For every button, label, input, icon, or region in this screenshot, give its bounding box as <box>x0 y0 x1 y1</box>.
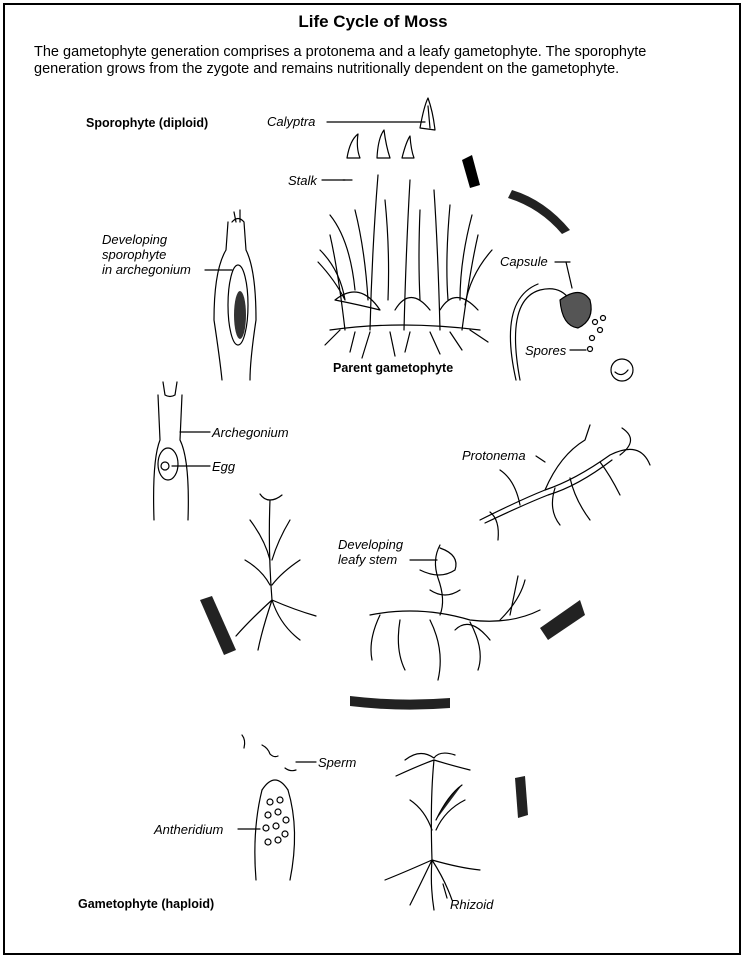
cycle-arrow-6 <box>515 776 528 818</box>
archegonium-label: Archegonium <box>212 425 289 440</box>
developing-leafy-line-2: leafy stem <box>338 552 398 567</box>
gametophyte-generation-label: Gametophyte (haploid) <box>78 897 215 911</box>
parent-gametophyte-drawing <box>318 175 492 358</box>
developing-leafy-line-1: Developing <box>338 537 404 552</box>
cycle-arrow-4 <box>350 696 450 710</box>
spores-label: Spores <box>525 343 567 358</box>
mature-gametophyte-drawing <box>385 753 480 910</box>
sperm-label: Sperm <box>318 755 357 770</box>
antheridium-label: Antheridium <box>154 822 224 837</box>
stalk-label: Stalk <box>288 173 317 188</box>
calyptra-label: Calyptra <box>267 114 316 129</box>
antheridium-drawing <box>242 735 296 880</box>
egg-label: Egg <box>212 459 236 474</box>
protonema-label: Protonema <box>462 448 526 463</box>
cycle-arrow-5 <box>200 596 236 655</box>
intro-text: The gametophyte generation comprises a protonema and a leafy gametophyte. The sporophyte generation grows from the zygote and remains nutritionally dependent on the gametophyte. <box>34 44 647 77</box>
cycle-arrow-2 <box>508 190 570 234</box>
developing-leafy-stem-label <box>338 537 403 567</box>
developing-sporophyte-label <box>102 232 191 277</box>
developing-sporophyte-line-2: sporophyte <box>102 247 167 262</box>
young-gametophyte-drawing <box>236 494 316 650</box>
protonema-drawing <box>480 425 650 540</box>
spores-dots <box>588 316 634 382</box>
archegonium-drawing <box>154 382 189 520</box>
sporophyte-generation-label: Sporophyte (diploid) <box>86 116 209 130</box>
diagram-title: Life Cycle of Moss <box>298 12 448 31</box>
capsule-drawing <box>510 262 591 380</box>
cycle-arrow-3 <box>540 600 585 640</box>
parent-gametophyte-label: Parent gametophyte <box>333 361 454 375</box>
developing-sporophyte-drawing <box>214 210 256 380</box>
calyptra-drawings <box>347 98 435 158</box>
developing-sporophyte-line-3: in archegonium <box>102 262 191 277</box>
developing-sporophyte-line-1: Developing <box>102 232 168 247</box>
rhizoid-label: Rhizoid <box>450 897 494 912</box>
capsule-label: Capsule <box>500 254 548 269</box>
cycle-arrow-1 <box>462 155 480 188</box>
